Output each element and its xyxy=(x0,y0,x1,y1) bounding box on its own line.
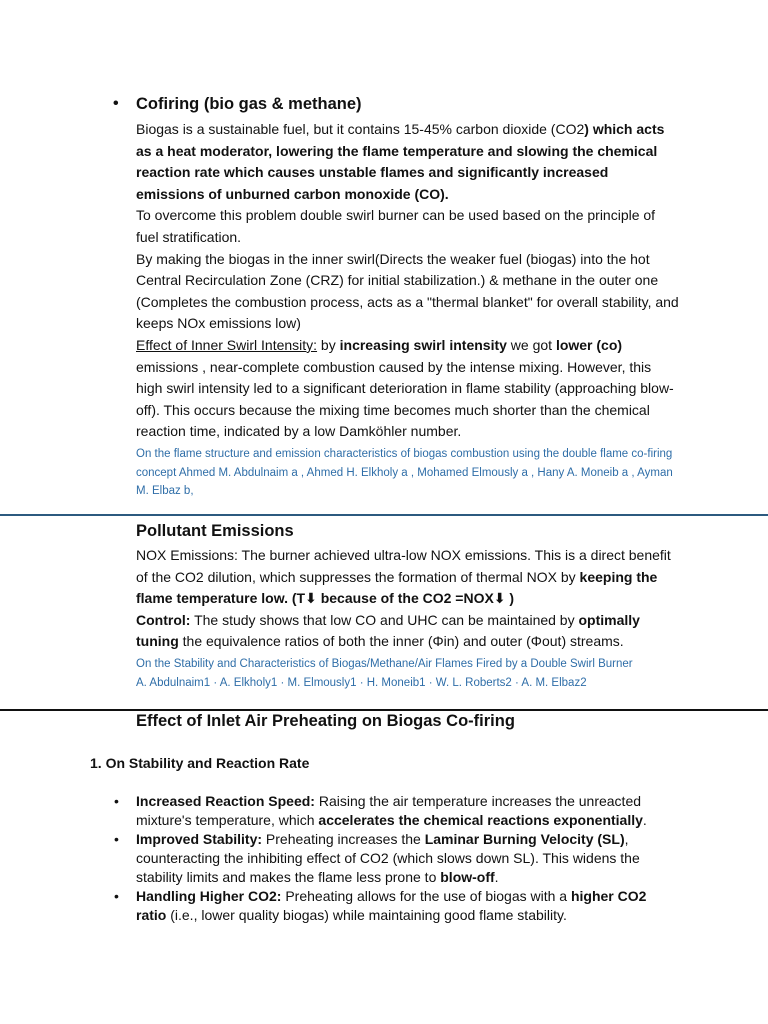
swirl-intensity-paragraph: Effect of Inner Swirl Intensity: by increasing swirl intensity we got lower (co) emissions , near-complete combustion caused by the intense mixing. However, this high swirl intensity led to a significant deterioration in flame stability (approaching blow-off). This occurs because the mixing time becomes much shorter than the chemical reaction time, indicated by a low Damköhler number. xyxy=(136,336,674,440)
preheat-section xyxy=(136,712,680,731)
preheat-list xyxy=(114,792,680,925)
cofiring-heading: Cofiring (bio gas & methane) xyxy=(136,95,362,113)
pollutant-citation-authors: A. Abdulnaim1 · A. Elkholy1 · M. Elmously1 · H. Moneib1 · W. L. Roberts2 · A. M. Elbaz2 xyxy=(136,676,587,689)
cofiring-paragraph-3: By making the biogas in the inner swirl(Directs the weaker fuel (biogas) into the hot Central Recirculation Zone (CRZ) for initial stabilization.) & methane in the outer one (Completes the combustion process, acts as a "thermal blanket" for overall stability, and keeps NOx emissions low) xyxy=(136,250,679,332)
bullet-dot-icon: • xyxy=(114,888,119,904)
control-paragraph: Control: The study shows that low CO and UHC can be maintained by optimally tuning the equivalence ratios of both the inner (Φin) and outer (Φout) streams. xyxy=(136,611,640,650)
bullet-dot-icon: • xyxy=(113,95,119,112)
section-divider xyxy=(0,514,768,516)
cofiring-citation: On the flame structure and emission characteristics of biogas combustion using the double flame co-firing concept Ahmed M. Abdulnaim a , Ahmed H. Elkholy a , Mohamed Elmously a , Hany A. Moneib a , Ayman M. Elbaz b, xyxy=(136,447,673,498)
preheat-heading: Effect of Inlet Air Preheating on Biogas Co-firing xyxy=(136,712,515,730)
nox-paragraph: NOX Emissions: The burner achieved ultra-low NOX emissions. This is a direct benefit of the CO2 dilution, which suppresses the formation of thermal NOX by keeping the flame temperature low. (T⬇ because of the CO2 =NOX⬇ ) xyxy=(136,547,671,607)
list-item: • Handling Higher CO2: Preheating allows for the use of biogas with a higher CO2 ratio (i.e., lower quality biogas) while maintaining good flame stability. xyxy=(114,888,647,923)
cofiring-paragraph-2: To overcome this problem double swirl burner can be used based on the principle of fuel stratification. xyxy=(136,207,656,245)
bullet-dot-icon: • xyxy=(114,831,119,847)
list-item: • Improved Stability: Preheating increases the Laminar Burning Velocity (SL), counteracting the inhibiting effect of CO2 (which slows down SL). This widens the stability limits and makes the flame less prone to blow-off. xyxy=(114,831,640,885)
section-divider xyxy=(0,709,768,711)
pollutant-heading: Pollutant Emissions xyxy=(136,522,294,540)
pollutant-section xyxy=(136,522,680,692)
preheat-subheading: 1. On Stability and Reaction Rate xyxy=(90,755,310,771)
bullet-dot-icon: • xyxy=(114,793,119,809)
pollutant-citation-title: On the Stability and Characteristics of Biogas/Methane/Air Flames Fired by a Double Swirl Burner xyxy=(136,657,633,670)
down-arrow-icon: ⬇ xyxy=(305,590,317,607)
cofiring-section xyxy=(136,95,680,501)
list-item: • Increased Reaction Speed: Raising the air temperature increases the unreacted mixture's temperature, which accelerates the chemical reactions exponentially. xyxy=(114,793,647,828)
down-arrow-icon: ⬇ xyxy=(493,590,506,607)
cofiring-paragraph-1: Biogas is a sustainable fuel, but it contains 15-45% carbon dioxide (CO2) which acts as a heat moderator, lowering the flame temperature and slowing the chemical reaction rate which causes unstable flames and significantly increased emissions of unburned carbon monoxide (CO). xyxy=(136,121,665,202)
swirl-intensity-label: Effect of Inner Swirl Intensity: xyxy=(136,336,318,353)
